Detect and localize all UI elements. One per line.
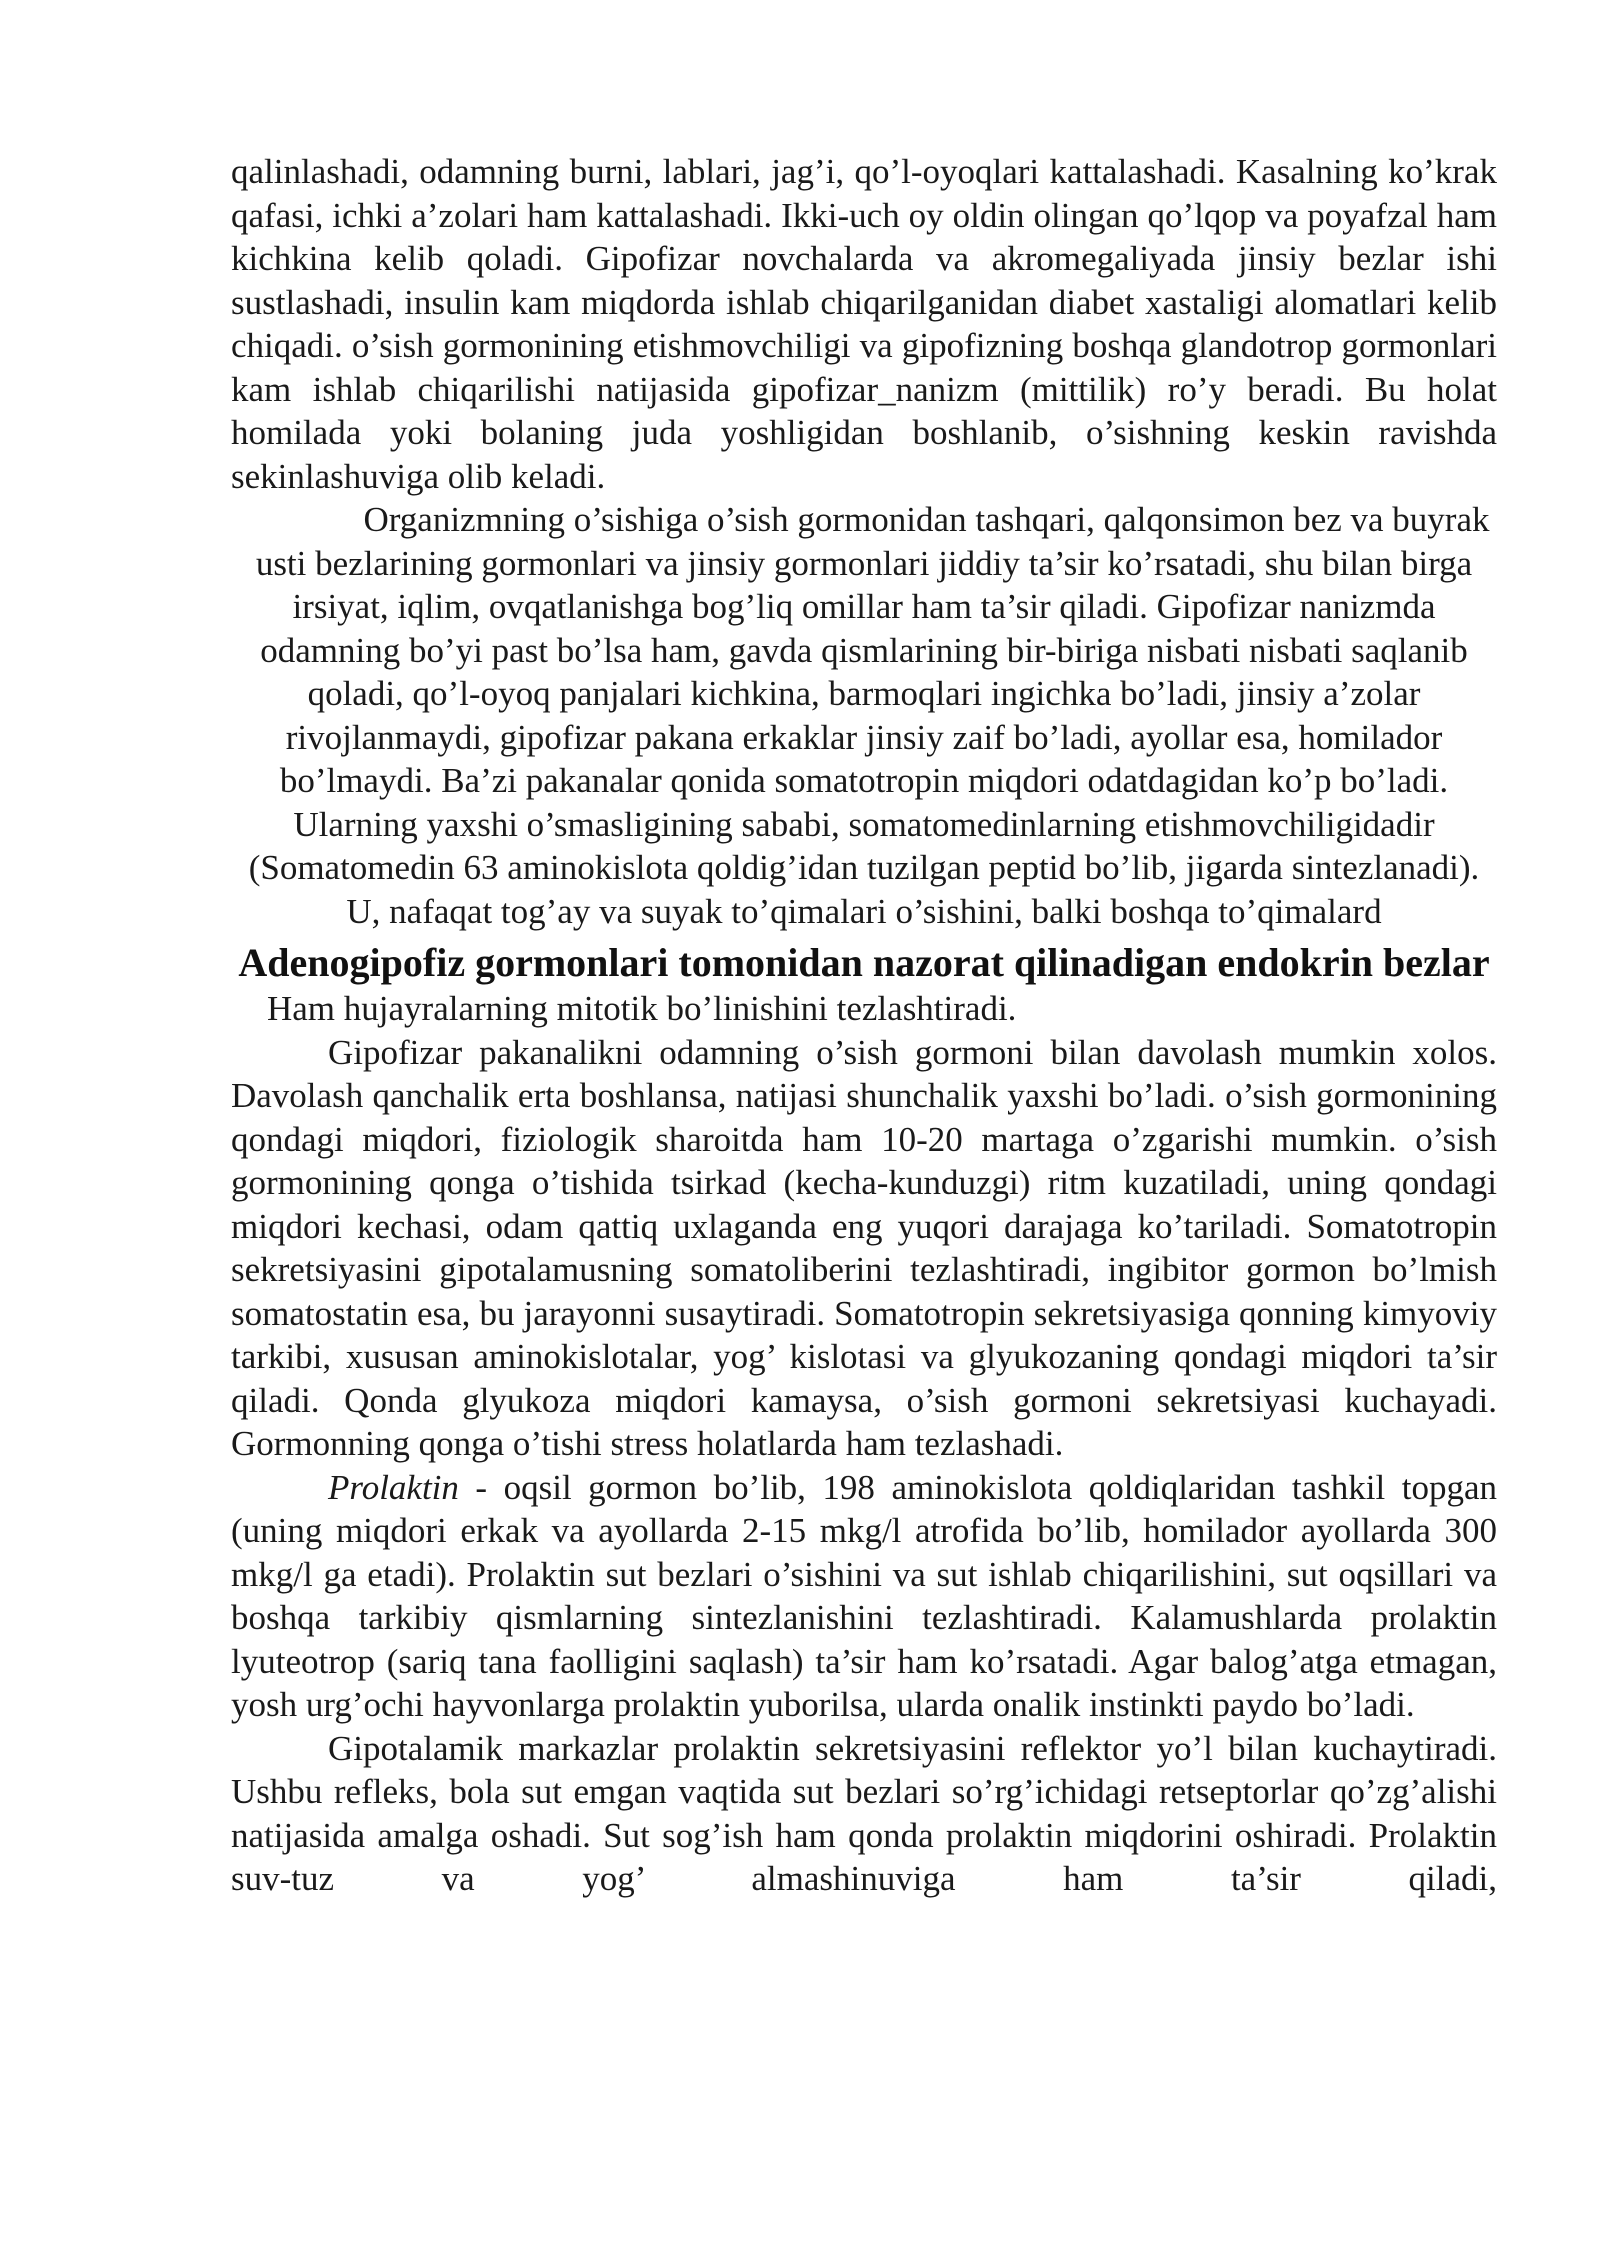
paragraph-4: Gipofizar pakanalikni odamning o’sish gormoni bilan davolash mumkin xolos. Davolash qanchalik erta boshlansa, natijasi shunchalik yaxshi bo’ladi. o’sish gormonining qondagi miqdori, fiziologik sharoitda ham 10-20 martaga o’zgarishi mumkin. o’sish gormonining qonga o’tishida tsirkad (kecha-kunduzgi) ritm kuzatiladi, uning qondagi miqdori kechasi, odam qattiq uxlaganda eng yuqori darajaga ko’tariladi. Somatotropin sekretsiyasini gipotalamusning somatoliberini tezlashtiradi, ingibitor gormon bo’lmish somatostatin esa, bu jarayonni susaytiradi. Somatotropin sekretsiyasiga qonning kimyoviy tarkibi, xususan aminokislotalar, yog’ kislotasi va glyukozaning qondagi miqdori ta’sir qiladi. Qonda glyukoza miqdori kamaysa, o’sish gormoni sekretsiyasi kuchayadi. Gormonning qonga o’tishi stress holatlarda ham tezlashadi.	[231, 1032, 1497, 1463]
paragraph-5-text: - oqsil gormon bo’lib, 198 aminokislota qoldiqlaridan tashkil topgan (uning miqdori erkak va ayollarda 2-15 mkg/l atrofida bo’lib, homilador ayollarda 300 mkg/l ga etadi). Prolaktin sut bezlari o’sishini va sut ishlab chiqarilishini, sut oqsillari va boshqa tarkibiy qismlarning sintezlanishini tezlashtiradi. Kalamushlarda prolaktin lyuteotrop (sariq tana faolligini saqlash) ta’sir ham ko’rsatadi. Agar balog’atga etmagan, yosh urg’ochi hayvonlarga prolaktin yuborilsa, ularda onalik instinkti paydo bo’ladi.	[231, 1467, 1497, 1724]
prolaktin-term: Prolaktin	[328, 1467, 459, 1507]
paragraph-5	[231, 1466, 1497, 1727]
paragraph-3: Ham hujayralarning mitotik bo’linishini tezlashtiradi.	[267, 989, 1017, 1028]
paragraph-6: Gipotalamik markazlar prolaktin sekretsiyasini reflektor yo’l bilan kuchaytiradi. Ushbu refleks, bola sut emgan vaqtida sut bezlari so’rg’ichidagi retseptorlar qo’zg’alishi natijasida amalga oshadi. Sut sog’ish ham qonda prolaktin miqdorini oshiradi. Prolaktin suv-tuz va yog’ almashinuviga ham ta’sir qiladi,	[231, 1728, 1497, 1898]
document-page	[231, 150, 1497, 1901]
section-heading: Adenogipofiz gormonlari tomonidan nazorat qilinadigan endokrin bezlar	[238, 940, 1490, 985]
paragraph-1: qalinlashadi, odamning burni, lablari, jag’i, qo’l-oyoqlari kattalashadi. Kasalning ko’krak qafasi, ichki a’zolari ham kattalashadi. Ikki-uch oy oldin olingan qo’lqop va poyafzal ham kichkina kelib qoladi. Gipofizar novchalarda va akromegaliyada jinsiy bezlar ishi sustlashadi, insulin kam miqdorda ishlab chiqarilganidan diabet xastaligi alomatlari kelib chiqadi. o’sish gormonining etishmovchiligi va gipofizning boshqa glandotrop gormonlari kam ishlab chiqarilishi natijasida gipofizar_nanizm (mittilik) ro’y beradi. Bu holat homilada yoki bolaning juda yoshligidan boshlanib, o’sishning keskin ravishda sekinlashuviga olib keladi.	[231, 152, 1497, 496]
paragraph-2: Organizmning o’sishiga o’sish gormonidan tashqari, qalqonsimon bez va buyrak usti bezlarining gormonlari va jinsiy gormonlari jiddiy ta’sir ko’rsatadi, shu bilan birga irsiyat, iqlim, ovqatlanishga bog’liq omillar ham ta’sir qiladi. Gipofizar nanizmda odamning bo’yi past bo’lsa ham, gavda qismlarining bir-biriga nisbati nisbati saqlanib qoladi, qo’l-oyoq panjalari kichkina, barmoqlari ingichka bo’ladi, jinsiy a’zolar rivojlanmaydi, gipofizar pakana erkaklar jinsiy zaif bo’ladi, ayollar esa, homilador bo’lmaydi. Ba’zi pakanalar qonida somatotropin miqdori odatdagidan ko’p bo’ladi. Ularning yaxshi o’smasligining sababi, somatomedinlarning etishmovchiligidadir (Somatomedin 63 aminokislota qoldig’idan tuzilgan peptid bo’lib, jigarda sintezlanadi). U, nafaqat tog’ay va suyak to’qimalari o’sishini, balki boshqa to’qimalard	[248, 500, 1490, 931]
